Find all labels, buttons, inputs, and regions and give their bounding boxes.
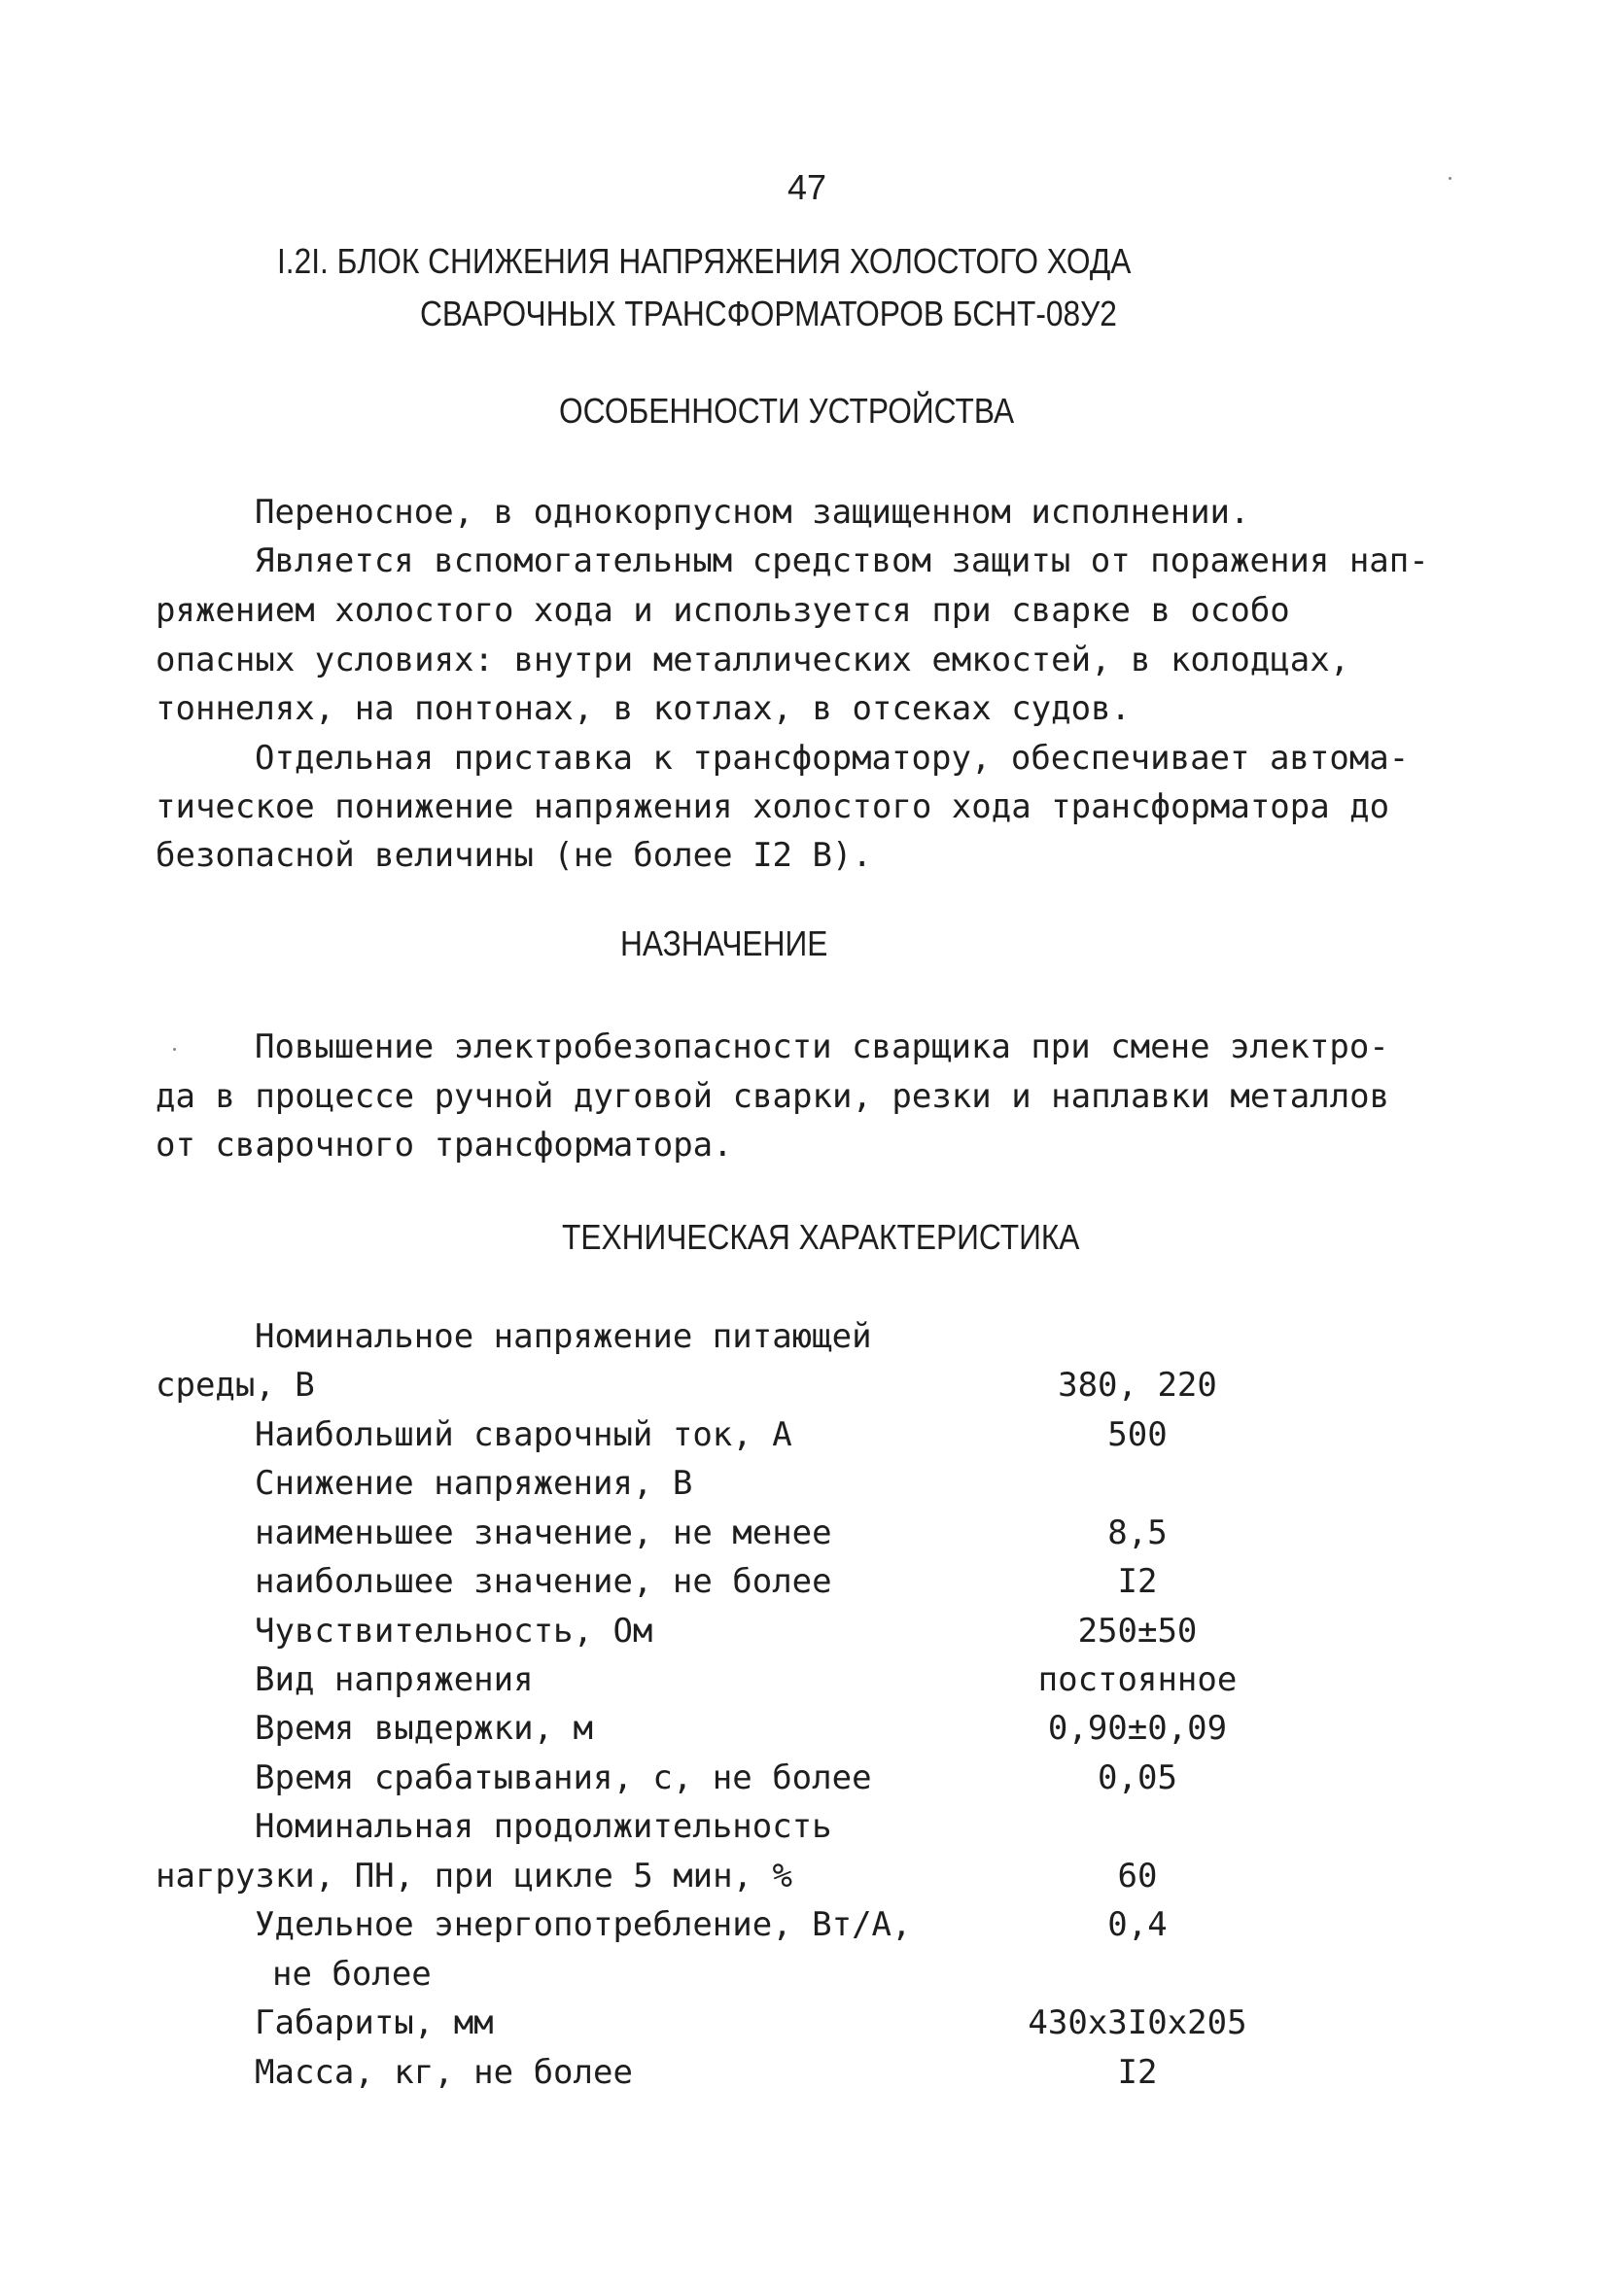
spec-label: Номинальное напряжение питающей — [255, 1317, 872, 1356]
spec-label: Вид напряжения — [255, 1660, 534, 1699]
spec-label: Удельное энергопотребление, Вт/А, — [255, 1905, 912, 1944]
spec-label: среды, В — [156, 1366, 315, 1405]
spec-value: 0,90±0,09 — [1047, 1709, 1228, 1748]
spec-label: Наибольший сварочный ток, А — [255, 1415, 792, 1454]
spec-label: наибольшее значение, не более — [255, 1562, 832, 1601]
purpose-heading: НАЗНАЧЕНИЕ — [620, 923, 828, 963]
spec-label: Номинальная продолжительность — [255, 1807, 832, 1846]
spec-label: не более — [272, 1955, 432, 1994]
spec-value: I2 — [1117, 2053, 1158, 2092]
spec-label: Чувствительность, Ом — [255, 1612, 653, 1651]
spec-value: постоянное — [1037, 1660, 1238, 1699]
features-line: тическое понижение напряжения холостого хода трансформатора до — [156, 787, 1390, 826]
spec-label: Габариты, мм — [255, 2003, 494, 2042]
features-line: тоннелях, на понтонах, в котлах, в отсеках судов. — [156, 689, 1132, 728]
spec-value: 60 — [1117, 1857, 1158, 1896]
page-number: 47 — [787, 167, 827, 207]
scan-speck — [1449, 177, 1451, 180]
features-line: опасных условиях: внутри металлических емкостей, в колодцах, — [156, 641, 1350, 679]
title-line-1: I.2I. БЛОК СНИЖЕНИЯ НАПРЯЖЕНИЯ ХОЛОСТОГО ХОДА — [277, 241, 1132, 281]
features-line: Переносное, в однокорпусном защищенном исполнении. — [255, 493, 1250, 532]
spec-label: Время срабатывания, с, не более — [255, 1758, 872, 1797]
features-line: Является вспомогательным средством защиты от поражения нап- — [255, 541, 1429, 580]
features-line: безопасной величины (не более I2 В). — [156, 836, 872, 875]
purpose-line: Повышение электробезопасности сварщика при смене электро- — [255, 1027, 1389, 1066]
spec-label: нагрузки, ПН, при цикле 5 мин, % — [156, 1857, 793, 1896]
specs-heading: ТЕХНИЧЕСКАЯ ХАРАКТЕРИСТИКА — [562, 1217, 1080, 1257]
spec-value: 0,4 — [1107, 1905, 1168, 1944]
spec-label: наименьшее значение, не менее — [255, 1513, 832, 1552]
spec-label: Снижение напряжения, В — [255, 1464, 693, 1503]
spec-value: 500 — [1107, 1415, 1168, 1454]
features-line: ряжением холостого хода и используется при сварке в особо — [156, 591, 1290, 630]
features-heading: ОСОБЕННОСТИ УСТРОЙСТВА — [559, 391, 1015, 431]
purpose-line: от сварочного трансформатора. — [156, 1126, 733, 1165]
spec-value: 430x3I0x205 — [1028, 2003, 1247, 2042]
spec-value: 8,5 — [1107, 1513, 1168, 1552]
spec-value: 0,05 — [1098, 1758, 1177, 1797]
features-line: Отдельная приставка к трансформатору, обеспечивает автома- — [255, 739, 1410, 778]
purpose-line: да в процессе ручной дуговой сварки, резки и наплавки металлов — [156, 1077, 1390, 1116]
scan-speck — [173, 1048, 176, 1051]
spec-label: Время выдержки, м — [255, 1709, 593, 1748]
spec-label: Масса, кг, не более — [255, 2053, 633, 2092]
spec-value: I2 — [1117, 1562, 1158, 1601]
title-line-2: СВАРОЧНЫХ ТРАНСФОРМАТОРОВ БСНТ-08У2 — [420, 294, 1117, 333]
spec-value: 380, 220 — [1058, 1366, 1217, 1405]
spec-value: 250±50 — [1077, 1612, 1198, 1651]
